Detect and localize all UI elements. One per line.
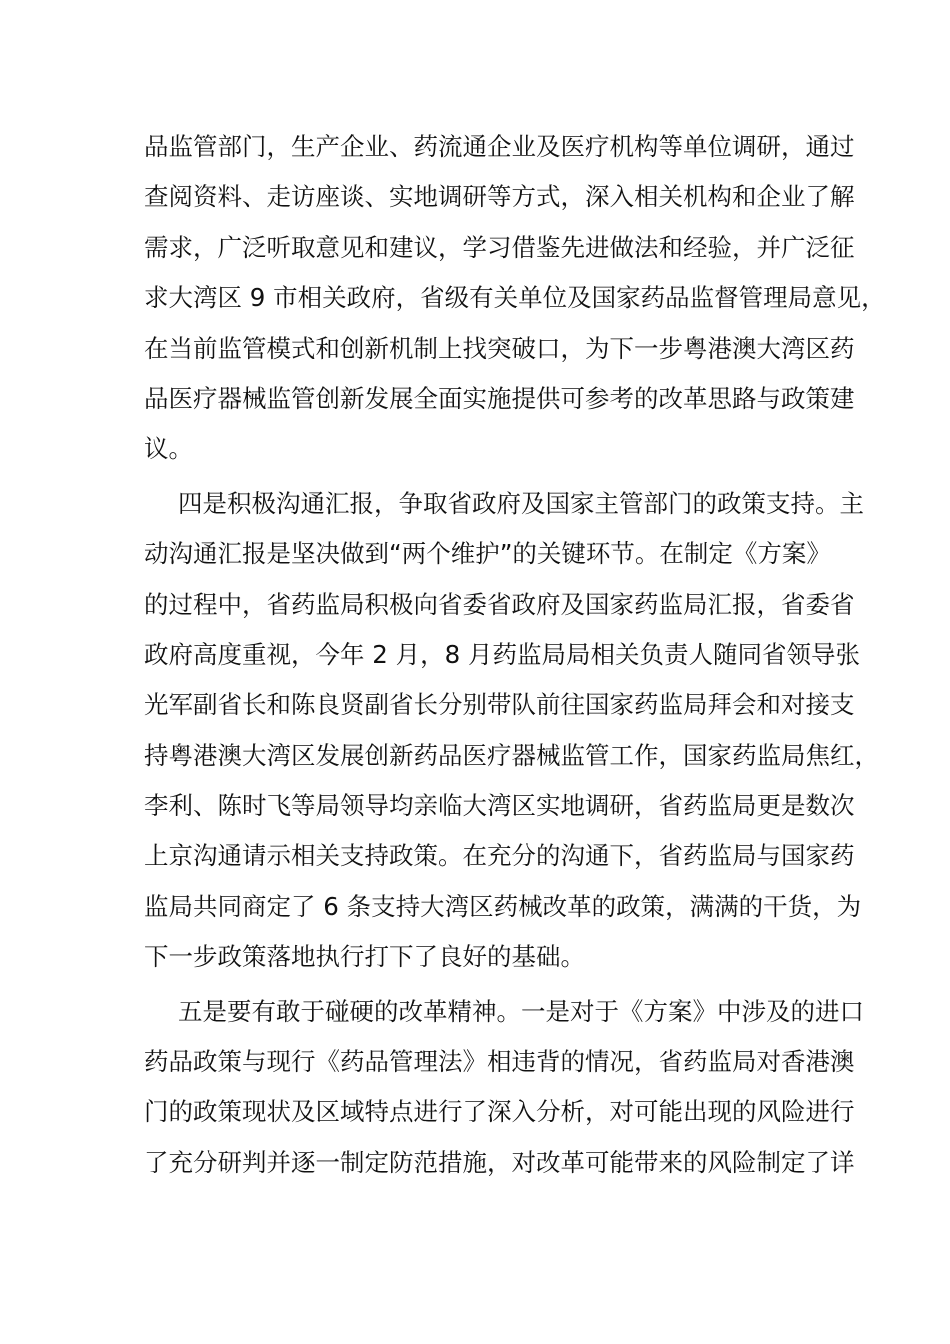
- text-line: 李利、陈时飞等局领导均亲临大湾区实地调研，省药监局更是数次: [144, 791, 855, 821]
- text-line: 下一步政策落地执行打下了良好的基础。: [144, 942, 585, 972]
- paragraph-point-five: [144, 987, 864, 1189]
- paragraph-continuation: [144, 122, 886, 475]
- text-line: 在当前监管模式和创新机制上找突破口，为下一步粤港澳大湾区药: [144, 333, 855, 363]
- text-line: 持粤港澳大湾区发展创新药品医疗器械监管工作，国家药监局焦红，: [144, 740, 879, 770]
- paragraph-point-four: [144, 479, 879, 983]
- document-body: [144, 122, 886, 1188]
- text-line: 光军副省长和陈良贤副省长分别带队前往国家药监局拜会和对接支: [144, 690, 855, 720]
- text-line: 的过程中，省药监局积极向省委省政府及国家药监局汇报，省委省: [144, 589, 855, 619]
- text-line: 求大湾区 9 市相关政府，省级有关单位及国家药品监督管理局意见，: [144, 283, 886, 313]
- text-line-first: 五是要有敢于碰硬的改革精神。一是对于《方案》中涉及的进口: [178, 996, 864, 1026]
- text-line: 品监管部门，生产企业、药流通企业及医疗机构等单位调研，通过: [144, 132, 855, 161]
- text-line: 政府高度重视，今年 2 月，8 月药监局局相关负责人随同省领导张: [144, 639, 861, 669]
- text-line: 药品政策与现行《药品管理法》相违背的情况，省药监局对香港澳: [144, 1047, 855, 1077]
- text-line: 议。: [144, 434, 193, 464]
- text-line: 动沟通汇报是坚决做到“两个维护”的关键环节。在制定《方案》: [144, 539, 831, 569]
- text-line: 上京沟通请示相关支持政策。在充分的沟通下，省药监局与国家药: [144, 841, 855, 871]
- text-line: 品医疗器械监管创新发展全面实施提供可参考的改革思路与政策建: [144, 383, 855, 413]
- text-line: 了充分研判并逐一制定防范措施，对改革可能带来的风险制定了详: [144, 1147, 855, 1177]
- text-line-first: 四是积极沟通汇报，争取省政府及国家主管部门的政策支持。主: [178, 488, 864, 518]
- text-line: 监局共同商定了 6 条支持大湾区药械改革的政策，满满的干货，为: [144, 891, 862, 921]
- text-line: 查阅资料、走访座谈、实地调研等方式，深入相关机构和企业了解: [144, 182, 855, 212]
- text-line: 需求，广泛听取意见和建议，学习借鉴先进做法和经验，并广泛征: [144, 232, 855, 262]
- text-line: 门的政策现状及区域特点进行了深入分析，对可能出现的风险进行: [144, 1097, 855, 1127]
